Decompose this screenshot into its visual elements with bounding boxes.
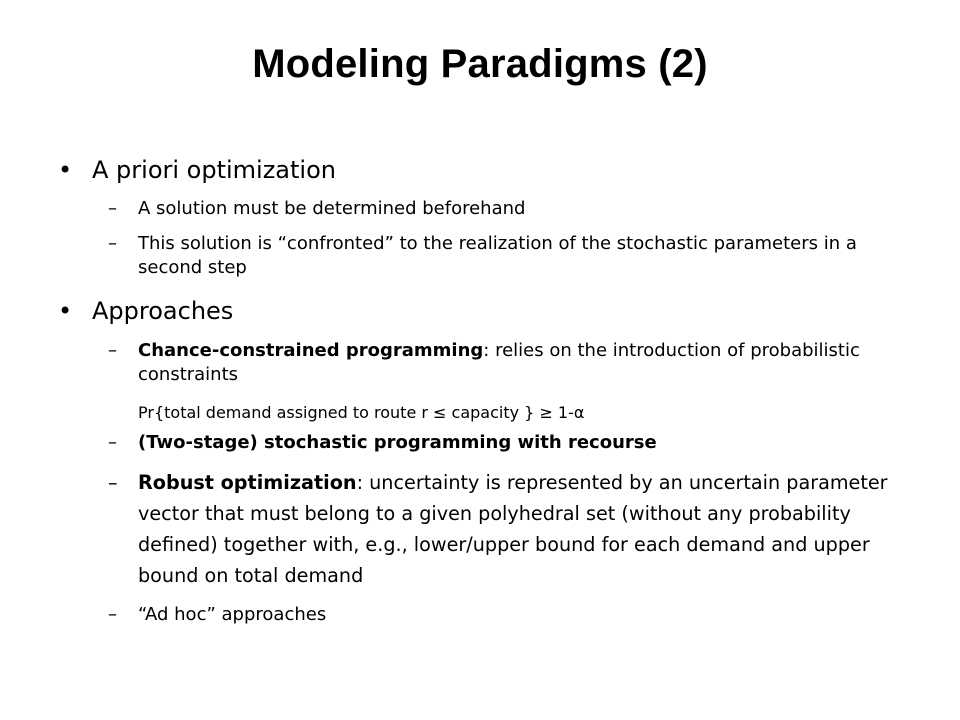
sub-item-text: A solution must be determined beforehand: [138, 198, 526, 219]
sub-dash: –: [108, 198, 117, 219]
sub-dash: –: [108, 471, 118, 494]
sub-dash: –: [108, 432, 117, 453]
term-bold: Robust optimization: [138, 471, 357, 494]
term-bold: (Two-stage) stochastic programming with recourse: [138, 432, 657, 453]
term-description: : relies on the introduction of probabilistic constraints: [138, 340, 860, 385]
sub-item-robust-optimization: [108, 467, 908, 591]
sub-item-text: [138, 431, 898, 455]
term-bold: Chance-constrained programming: [138, 340, 484, 361]
bullet-heading: Approaches: [92, 297, 234, 325]
sub-item-two-stage: [108, 431, 908, 455]
sub-item-ad-hoc: [108, 603, 908, 627]
bullet-dot: •: [58, 297, 73, 325]
sub-dash: –: [108, 604, 117, 625]
bullet-dot: •: [58, 156, 73, 184]
sub-item-solution-beforehand: [108, 197, 908, 221]
sub-item-text: [138, 339, 898, 387]
sub-item-confronted: [108, 232, 908, 280]
sub-item-text: This solution is “confronted” to the realization of the stochastic parameters in a second step: [138, 233, 857, 278]
term-description: : uncertainty is represented by an uncertain parameter vector that must belong to a given polyhedral set (without any probability defined) together with, e.g., lower/upper bound for each demand and upper bound on total demand: [138, 471, 888, 587]
sub-dash: –: [108, 340, 117, 361]
probability-formula: Pr{total demand assigned to route r ≤ capacity } ≥ 1-α: [138, 403, 585, 422]
sub-item-chance-constrained: [108, 339, 908, 387]
sub-item-text: [138, 467, 898, 591]
sub-item-text: “Ad hoc” approaches: [138, 604, 327, 625]
bullet-heading: A priori optimization: [92, 156, 336, 184]
slide-title: Modeling Paradigms (2): [252, 42, 708, 86]
sub-dash: –: [108, 233, 117, 254]
